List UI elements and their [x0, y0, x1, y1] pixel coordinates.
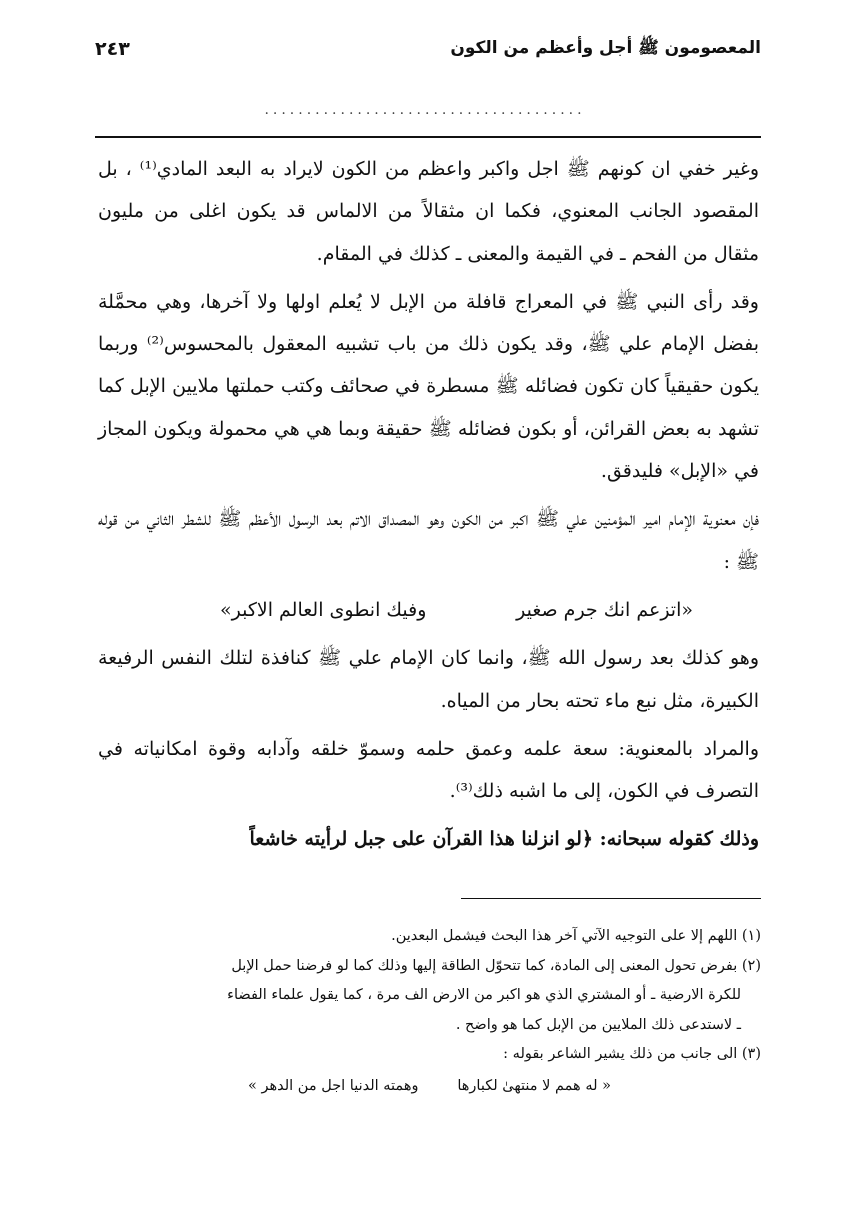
running-title: المعصومون ﷺ أجل وأعظم من الكون: [450, 37, 761, 58]
footnote-2: (٢) بفرض تحول المعنى إلى المادة، كما تتحوّل الطاقة إليها وذلك كما لو فرضنا حمل الإبل: [231, 957, 761, 974]
footnote-3-verse: [98, 1072, 761, 1102]
paragraph-1: وغير خفي ان كونهم ﷺ اجل واكبر واعظم من الكون لايراد به البعد المادي⁽¹⁾ ، بل المقصود الجانب المعنوي، فكما ان مثقالاً من الالماس قد يكون اغلى من مليون مثقال من الفحم ـ في القيمة والمعنى ـ كذلك في المقام.: [98, 158, 759, 265]
paragraph-6: وذلك كقوله سبحانه: ﴿لو انزلنا هذا القرآن على جبل لرأيته خاشعاً: [249, 828, 759, 851]
separator-dots: ......................................: [264, 102, 586, 118]
paragraph-3: فإن معنوية الإمام امير المؤمنين علي ﷺ اكبر من الكون وهو المصداق الاتم بعد الرسول الأعظم ﷺ للشطر الثاني من قوله ﷺ :: [98, 508, 759, 573]
footnote-rule: [461, 898, 761, 899]
paragraph-4: وهو كذلك بعد رسول الله ﷺ، وانما كان الإمام علي ﷺ كنافذة لتلك النفس الرفيعة الكبيرة، مثل نبع ماء تحته بحار من المياه.: [98, 647, 759, 712]
footnote-verse-first: « له همم لا منتهىٰ لكبارها: [457, 1077, 611, 1094]
footnote-2-continued-1: للكرة الارضية ـ أو المشتري الذي هو اكبر من الارض الف مرة ، كما يقول علماء الفضاء: [227, 987, 741, 1003]
footnote-1: (١) اللهم إلا على التوجيه الآتي آخر هذا البحث فيشمل البعدين.: [391, 928, 761, 944]
page-number: ٢٤٣: [95, 38, 130, 60]
header-rule: [95, 136, 761, 138]
footnote-2-continued-2: ـ لاستدعى ذلك الملايين من الإبل كما هو واضح .: [455, 1016, 741, 1033]
page-header: [95, 32, 761, 66]
verse-first-hemistich: «اتزعم انك جرم صغير: [516, 598, 693, 621]
footnotes: [98, 922, 761, 1101]
paragraph-5: والمراد بالمعنوية: سعة علمه وعمق حلمه وسموّ خلقه وآدابه وقوة امكانياته في التصرف في الكون، إلى ما اشبه ذلك⁽³⁾.: [98, 737, 759, 803]
footnote-3: (٣) الى جانب من ذلك يشير الشاعر بقوله :: [503, 1046, 761, 1062]
poem-verse: [98, 589, 759, 631]
paragraph-2: وقد رأى النبي ﷺ في المعراج قافلة من الإبل لا يُعلم اولها ولا آخرها، وهي محمَّلة بفضل الإمام علي ﷺ، وقد يكون ذلك من باب تشبيه المعقول بالمحسوس⁽²⁾ وربما يكون حقيقياً كان تكون فضائله ﷺ مسطرة في صحائف وكتب حملتها ملايين الإبل كما تشهد به بعض القرائن، أو بكون فضائله ﷺ حقيقة وبما هي هي محمولة ويكون المجاز في «الإبل» فليدقق.: [98, 290, 759, 483]
footnote-verse-second: وهمته الدنيا اجل من الدهر »: [248, 1077, 419, 1094]
verse-second-hemistich: وفيك انطوى العالم الاكبر»: [220, 598, 427, 621]
main-text: [98, 148, 759, 867]
